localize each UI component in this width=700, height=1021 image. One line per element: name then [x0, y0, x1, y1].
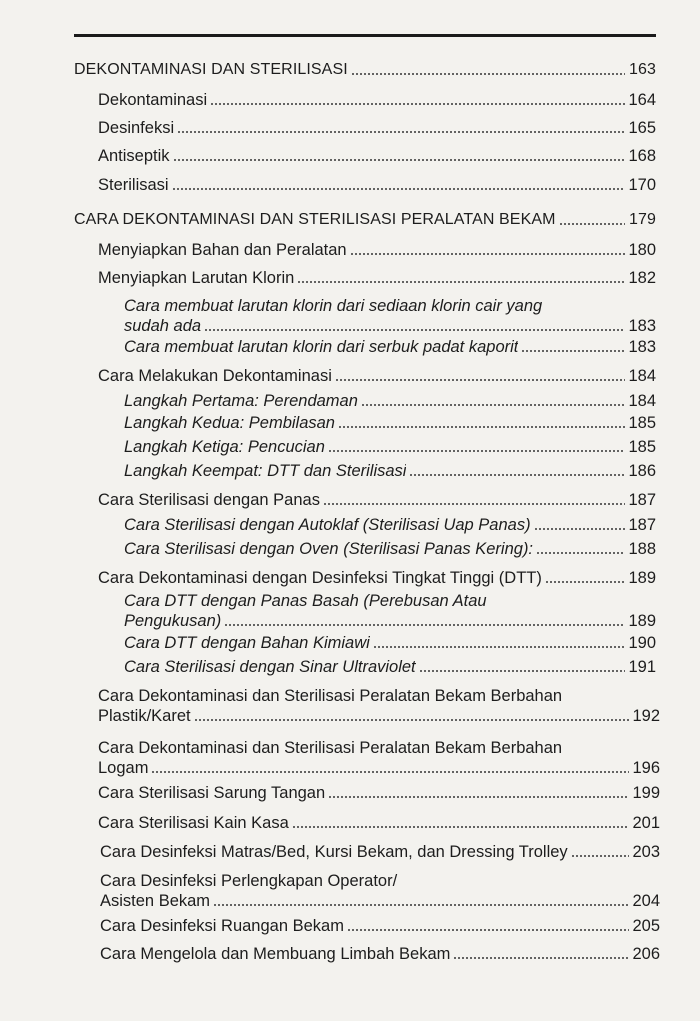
toc-entry-title: Logam	[98, 759, 149, 777]
toc-page-number: 179	[629, 211, 656, 228]
toc-dot-leader	[172, 188, 625, 190]
toc-entry-title-line1: Cara Dekontaminasi dan Sterilisasi Peralatan Bekam Berbahan	[98, 739, 563, 757]
toc-entry[interactable]	[98, 783, 660, 803]
toc-entry-title: Antiseptik	[98, 147, 170, 165]
toc-entry[interactable]	[74, 210, 656, 230]
toc-entry-title: Langkah Ketiga: Pencucian	[124, 438, 325, 456]
toc-entry-title: Cara Dekontaminasi dengan Desinfeksi Tingkat Tinggi (DTT)	[98, 569, 542, 587]
toc-page-number: 168	[628, 147, 656, 165]
toc-dot-leader	[350, 253, 625, 255]
toc-entry-title: Cara Sterilisasi Sarung Tangan	[98, 784, 326, 802]
toc-page-number: 205	[632, 917, 660, 935]
toc-dot-leader	[373, 646, 625, 648]
toc-page-number: 184	[628, 367, 656, 385]
toc-dot-leader	[361, 404, 625, 406]
toc-page-number: 190	[628, 634, 656, 652]
toc-dot-leader	[177, 131, 625, 133]
toc-dot-leader	[409, 474, 625, 476]
toc-dot-leader	[173, 159, 625, 161]
toc-entry[interactable]	[124, 437, 656, 457]
toc-dot-leader	[347, 929, 629, 931]
toc-entry-title: Cara membuat larutan klorin dari serbuk padat kaporit	[124, 338, 519, 356]
toc-page-number: 189	[628, 612, 656, 630]
toc-page-number: 183	[628, 317, 656, 335]
toc-entry[interactable]	[100, 871, 660, 911]
toc-entry[interactable]	[98, 268, 656, 288]
toc-dot-leader	[328, 450, 625, 452]
toc-entry[interactable]	[98, 90, 656, 110]
toc-entry[interactable]	[98, 240, 656, 260]
toc-entry[interactable]	[98, 568, 656, 588]
toc-entry-title: Cara Sterilisasi dengan Panas	[98, 491, 320, 509]
toc-dot-leader	[210, 103, 625, 105]
toc-entry[interactable]	[98, 813, 660, 833]
toc-dot-leader	[292, 826, 629, 828]
toc-entry-title: CARA DEKONTAMINASI DAN STERILISASI PERALATAN BEKAM	[74, 211, 556, 228]
toc-dot-leader	[328, 796, 629, 798]
toc-dot-leader	[521, 350, 625, 352]
toc-entry[interactable]	[124, 657, 656, 677]
toc-entry-title: Dekontaminasi	[98, 91, 208, 109]
toc-entry[interactable]	[124, 337, 656, 357]
toc-dot-leader	[213, 904, 629, 906]
toc-page-number: 180	[628, 241, 656, 259]
toc-page-number: 183	[628, 338, 656, 356]
toc-entry-title: Langkah Keempat: DTT dan Sterilisasi	[124, 462, 407, 480]
toc-dot-leader	[351, 73, 625, 75]
toc-entry-title: Cara Desinfeksi Matras/Bed, Kursi Bekam, dan Dressing Trolley	[100, 843, 568, 861]
toc-dot-leader	[536, 552, 625, 554]
toc-dot-leader	[571, 855, 629, 857]
toc-entry[interactable]	[100, 916, 660, 936]
toc-page-number: 192	[632, 707, 660, 725]
toc-dot-leader	[419, 670, 625, 672]
toc-entry[interactable]	[98, 490, 656, 510]
toc-page-number: 185	[628, 438, 656, 456]
toc-entry-title: Desinfeksi	[98, 119, 175, 137]
toc-entry-title-line1: Cara membuat larutan klorin dari sediaan klorin cair yang	[124, 297, 543, 315]
toc-dot-leader	[323, 503, 625, 505]
toc-dot-leader	[297, 281, 625, 283]
toc-page-number: 187	[628, 516, 656, 534]
toc-page-number: 186	[628, 462, 656, 480]
toc-entry[interactable]	[98, 366, 656, 386]
toc-entry-title: Menyiapkan Larutan Klorin	[98, 269, 295, 287]
toc-entry[interactable]	[124, 633, 656, 653]
toc-entry-title: sudah ada	[124, 317, 202, 335]
toc-entry-title: Cara Sterilisasi dengan Autoklaf (Sterilisasi Uap Panas)	[124, 516, 531, 534]
toc-dot-leader	[534, 528, 625, 530]
toc-page-number: 185	[628, 414, 656, 432]
toc-entry-title: Cara Mengelola dan Membuang Limbah Bekam	[100, 945, 451, 963]
toc-dot-leader	[545, 581, 625, 583]
toc-page-number: 188	[628, 540, 656, 558]
toc-dot-leader	[224, 624, 625, 626]
toc-entry[interactable]	[98, 175, 656, 195]
toc-entry-title: Menyiapkan Bahan dan Peralatan	[98, 241, 347, 259]
toc-page-number: 184	[628, 392, 656, 410]
toc-page-number: 196	[632, 759, 660, 777]
toc-page-number: 189	[628, 569, 656, 587]
toc-entry-title: Cara Sterilisasi dengan Oven (Sterilisasi Panas Kering):	[124, 540, 534, 558]
toc-dot-leader	[559, 223, 625, 225]
toc-entry[interactable]	[124, 461, 656, 481]
toc-page-number: 165	[628, 119, 656, 137]
toc-entry-title: Cara Desinfeksi Ruangan Bekam	[100, 917, 344, 935]
toc-dot-leader	[151, 771, 629, 773]
toc-entry[interactable]	[98, 146, 656, 166]
toc-dot-leader	[338, 426, 625, 428]
toc-entry[interactable]	[74, 60, 656, 80]
toc-page-number: 182	[628, 269, 656, 287]
toc-entry-title: Cara Melakukan Dekontaminasi	[98, 367, 332, 385]
toc-entry[interactable]	[98, 118, 656, 138]
toc-page-number: 203	[632, 843, 660, 861]
toc-page-number: 201	[632, 814, 660, 832]
toc-entry[interactable]	[124, 391, 656, 411]
toc-page-number: 187	[628, 491, 656, 509]
toc-entry[interactable]	[98, 738, 660, 778]
toc-page-number: 163	[629, 61, 656, 78]
toc-page-number: 164	[628, 91, 656, 109]
toc-entry[interactable]	[98, 686, 660, 726]
toc-entry[interactable]	[100, 842, 660, 862]
toc-entry[interactable]	[124, 539, 656, 559]
toc-entry-title: Cara DTT dengan Bahan Kimiawi	[124, 634, 370, 652]
toc-entry[interactable]	[124, 591, 656, 631]
toc-entry[interactable]	[124, 296, 656, 336]
toc-entry-title-line1: Cara DTT dengan Panas Basah (Perebusan Atau	[124, 592, 487, 610]
toc-page-number: 170	[628, 176, 656, 194]
toc-entry-title: Sterilisasi	[98, 176, 169, 194]
toc-entry-title: DEKONTAMINASI DAN STERILISASI	[74, 61, 348, 78]
toc-entry-title: Cara Sterilisasi dengan Sinar Ultraviolet	[124, 658, 416, 676]
toc-page-number: 191	[628, 658, 656, 676]
toc-dot-leader	[453, 957, 629, 959]
toc-entry-title-line1: Cara Dekontaminasi dan Sterilisasi Peralatan Bekam Berbahan	[98, 687, 563, 705]
toc-page-number: 204	[632, 892, 660, 910]
toc-dot-leader	[194, 719, 629, 721]
toc-dot-leader	[204, 329, 625, 331]
toc-entry-title: Plastik/Karet	[98, 707, 191, 725]
toc-entry-title: Langkah Kedua: Pembilasan	[124, 414, 335, 432]
toc-dot-leader	[335, 379, 625, 381]
toc-entry-title: Pengukusan)	[124, 612, 222, 630]
toc-entry-title: Asisten Bekam	[100, 892, 211, 910]
toc-entry-title: Cara Sterilisasi Kain Kasa	[98, 814, 289, 832]
toc-entry-title-line1: Cara Desinfeksi Perlengkapan Operator/	[100, 872, 398, 890]
toc-entry-title: Langkah Pertama: Perendaman	[124, 392, 358, 410]
toc-page-number: 206	[632, 945, 660, 963]
toc-entry[interactable]	[124, 413, 656, 433]
toc-entry[interactable]	[100, 944, 660, 964]
toc-entry[interactable]	[124, 515, 656, 535]
toc-page-number: 199	[632, 784, 660, 802]
